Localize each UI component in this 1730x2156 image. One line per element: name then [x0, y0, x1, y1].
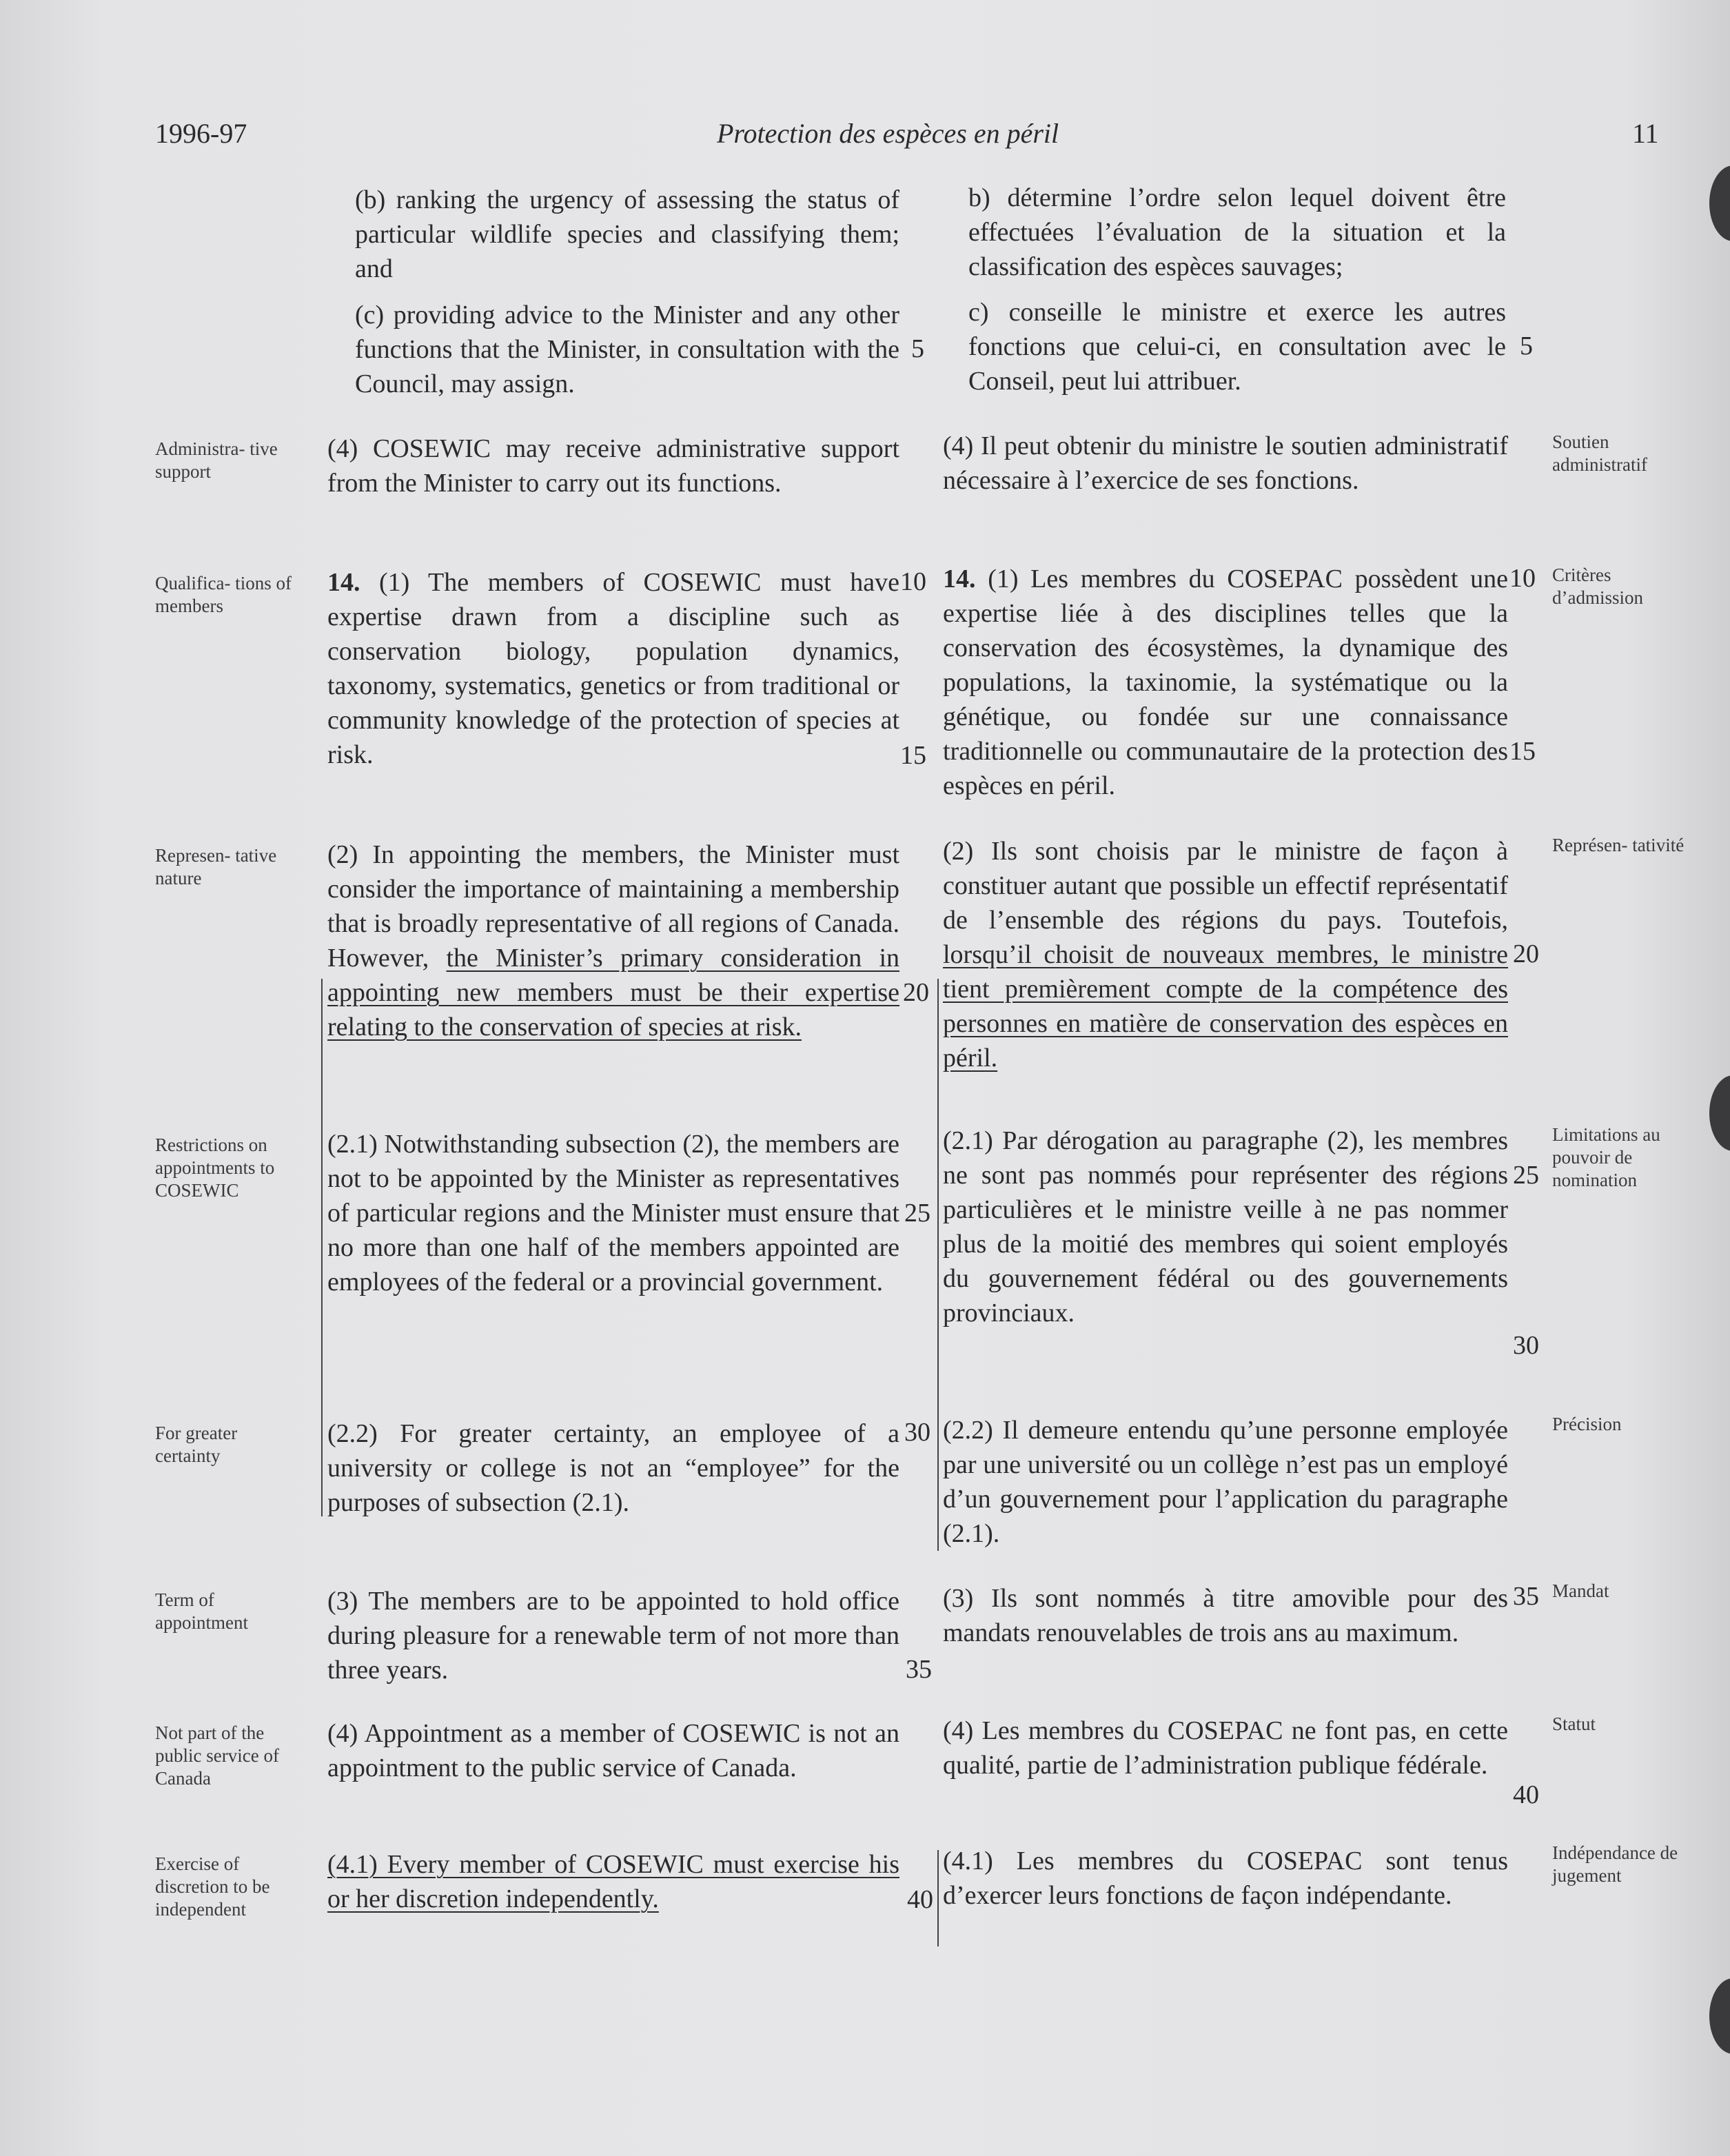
section-number: 14. — [327, 568, 360, 597]
para-c-en: (c) providing advice to the Minister and any other functions that the Minister, in consultation with the Council, may assign. — [355, 301, 899, 398]
para-2-fr — [943, 834, 1508, 1075]
para-4-en: (4) COSEWIC may receive administrative support from the Minister to carry out its functions. — [327, 434, 899, 498]
margin-note-fr: Représen- tativité — [1552, 835, 1685, 855]
amended-text: lorsqu’il choisit de nouveaux membres, le ministre tient premièrement compte de la compétence des personnes en matière de conservation des espèces en péril. — [943, 940, 1508, 1072]
para-text: (2) In appointing the members, the Minister must consider the importance of maintaining a membership that is broadly representative of all regions of Canada. However, — [327, 840, 899, 973]
header-title: Protection des espèces en péril — [717, 118, 1059, 149]
revision-bar — [321, 979, 323, 1516]
para-14-fr — [943, 562, 1508, 803]
margin-note-en: Exercise of discretion to be independent — [155, 1853, 270, 1920]
line-number: 35 — [906, 1655, 932, 1684]
para-b-fr: b) détermine l’ordre selon lequel doivent être effectuées l’évaluation de la situation et la classification des espèces sauvages; — [968, 183, 1506, 281]
margin-note-en: Administra- tive support — [155, 438, 278, 482]
line-number: 10 — [900, 567, 926, 596]
line-number: 20 — [1513, 939, 1539, 968]
margin-note-fr: Critères d’admission — [1552, 565, 1643, 608]
line-number: 30 — [904, 1418, 930, 1447]
margin-note-en: Represen- tative nature — [155, 845, 277, 888]
margin-note-en: Not part of the public service of Canada — [155, 1722, 279, 1789]
line-number: 30 — [1513, 1331, 1539, 1360]
line-number: 35 — [1513, 1582, 1539, 1611]
revision-bar — [937, 1850, 939, 1946]
para-2-1-fr: (2.1) Par dérogation au paragraphe (2), les membres ne sont pas nommés pour représenter des régions particulières et le ministre veille à ne pas nommer plus de la moitié des membres qui soient employés du gouvernement fédéral ou des gouvernements provinciaux. — [943, 1126, 1508, 1328]
para-2-2-en: (2.2) For greater certainty, an employee of a university or college is not an “employee” for the purposes of subsection (2.1). — [327, 1419, 899, 1517]
para-4-1-fr: (4.1) Les membres du COSEPAC sont tenus d’exercer leurs fonctions de façon indépendante. — [943, 1847, 1508, 1910]
margin-note-en: Qualifica- tions of members — [155, 573, 292, 616]
line-number: 10 — [1509, 564, 1536, 593]
line-number: 15 — [900, 741, 926, 770]
line-number: 40 — [907, 1885, 933, 1914]
para-3-en: (3) The members are to be appointed to hold office during pleasure for a renewable term of not more than three years. — [327, 1587, 899, 1685]
margin-note-en: Term of appointment — [155, 1589, 248, 1633]
margin-note-fr: Statut — [1552, 1713, 1596, 1734]
revision-bar — [937, 979, 939, 1551]
para-4b-fr: (4) Les membres du COSEPAC ne font pas, en cette qualité, partie de l’administration publique fédérale. — [943, 1716, 1508, 1780]
para-2-2-fr: (2.2) Il demeure entendu qu’une personne employée par une université ou un collège n’est pas un employé d’un gouvernement pour l’application du paragraphe (2.1). — [943, 1416, 1508, 1548]
line-number: 25 — [1513, 1161, 1539, 1190]
section-number: 14. — [943, 565, 976, 593]
para-4b-en: (4) Appointment as a member of COSEWIC is not an appointment to the public service of Canada. — [327, 1719, 899, 1782]
binder-hole — [1709, 1978, 1730, 2054]
margin-note-fr: Précision — [1552, 1414, 1622, 1434]
margin-note-fr: Mandat — [1552, 1580, 1609, 1601]
line-number: 5 — [1520, 332, 1533, 360]
para-c-fr: c) conseille le ministre et exerce les autres fonctions que celui-ci, en consultation avec le Conseil, peut lui attribuer. — [968, 298, 1506, 396]
para-text: (2) Ils sont choisis par le ministre de façon à constituer autant que possible un effectif représentatif de l’ensemble des régions du pays. Toutefois, — [943, 837, 1508, 935]
margin-note-fr: Limitations au pouvoir de nomination — [1552, 1124, 1660, 1190]
line-number: 15 — [1509, 737, 1536, 766]
line-number: 40 — [1513, 1780, 1539, 1809]
line-number: 25 — [904, 1199, 930, 1228]
margin-note-en: Restrictions on appointments to COSEWIC — [155, 1135, 275, 1201]
para-2-en — [327, 837, 899, 1044]
line-number: 20 — [903, 978, 929, 1007]
amended-text: the Minister’s primary consideration in appointing new members must be their expertise relating to the conservation of species at risk. — [327, 944, 899, 1041]
binder-hole — [1709, 1075, 1730, 1151]
para-4-1-en — [327, 1847, 899, 1916]
para-14-en — [327, 565, 899, 772]
margin-note-en: For greater certainty — [155, 1423, 238, 1466]
page-number: 11 — [1632, 118, 1659, 149]
line-number: 5 — [911, 334, 924, 363]
para-4-fr: (4) Il peut obtenir du ministre le soutien administratif nécessaire à l’exercice de ses fonctions. — [943, 431, 1508, 495]
para-b-en: (b) ranking the urgency of assessing the status of particular wildlife species and classifying them; and — [355, 185, 899, 283]
para-2-1-en: (2.1) Notwithstanding subsection (2), the members are not to be appointed by the Minister as representatives of particular regions and the Minister must ensure that no more than one half of the members appointed are employees of the federal or a provincial government. — [327, 1130, 899, 1296]
para-text: (1) Les membres du COSEPAC possèdent une expertise liée à des disciplines telles que la conservation des écosystèmes, la dynamique des populations, la taxinomie, la systématique ou la génétique, ou fondée sur une connaissance traditionnelle ou communautaire de la protection des espèces en péril. — [943, 565, 1509, 800]
para-3-fr: (3) Ils sont nommés à titre amovible pour des mandats renouvelables de trois ans au maximum. — [943, 1584, 1508, 1647]
binder-hole — [1709, 165, 1730, 241]
margin-note-fr: Indépendance de jugement — [1552, 1842, 1678, 1886]
header-year: 1996-97 — [155, 118, 247, 149]
para-text: (1) The members of COSEWIC must have expertise drawn from a discipline such as conservation biology, population dynamics, taxonomy, systematics, genetics or from traditional or community knowledge of the protection of species at risk. — [327, 568, 900, 769]
margin-note-fr: Soutien administratif — [1552, 431, 1647, 475]
amended-text: (4.1) Every member of COSEWIC must exercise his or her discretion independently. — [327, 1850, 899, 1913]
